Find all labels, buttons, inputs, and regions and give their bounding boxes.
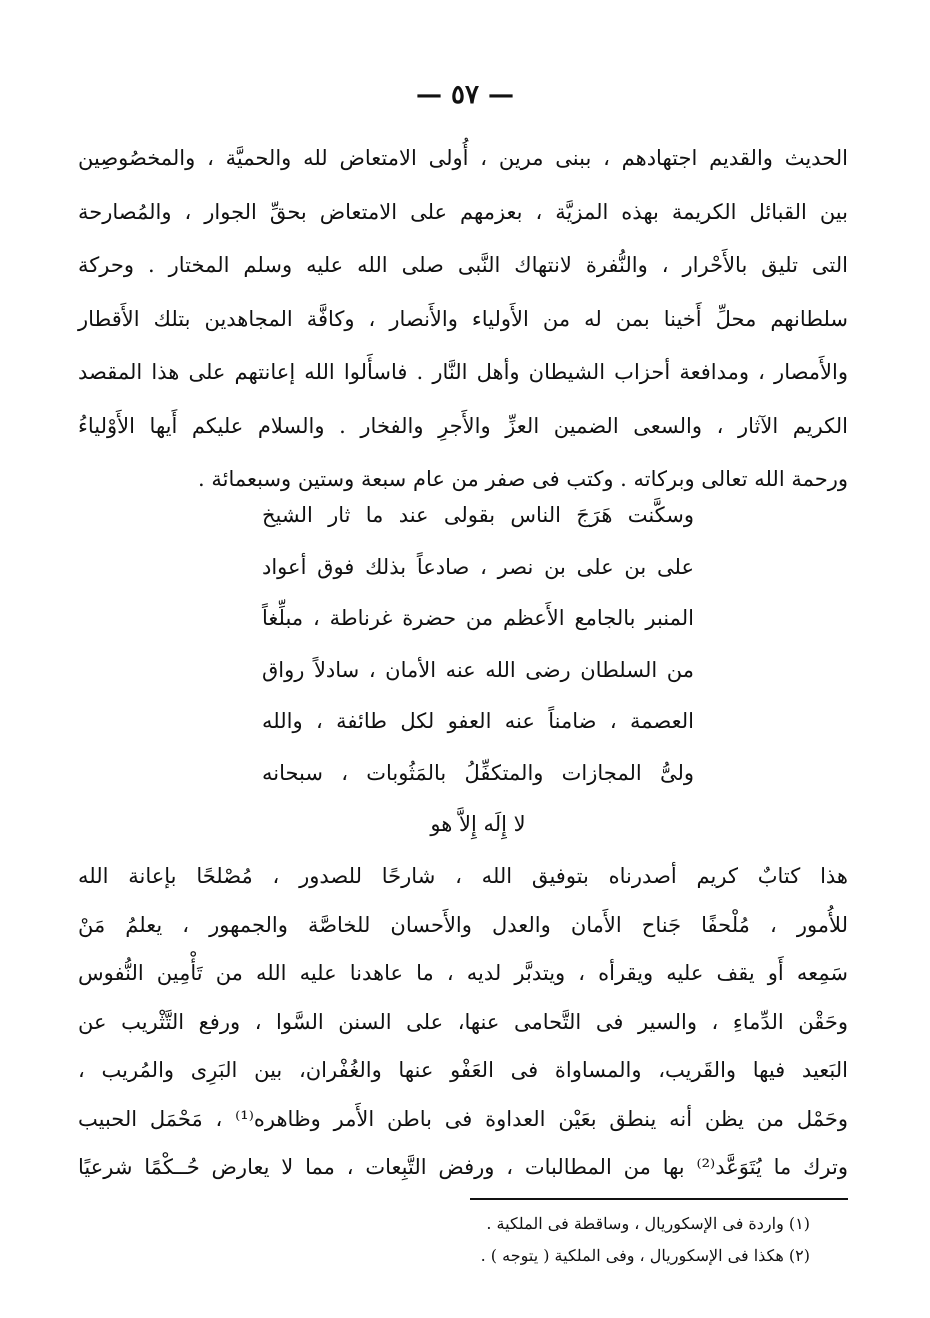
text-line: التى تليق بالأَحْرار ، والنُّفرة لانتهاك النَّبى صلى الله عليه وسلم المختار . وحركة [78,253,848,277]
paragraph-2 [78,852,848,1192]
text-line: البَعيد فيها والقَريب، والمساواة فى العَفْو عنها والغُفْران، بين البَرِى والمُريب ، [78,1058,848,1082]
text-line: وحَمْل من يظن أنه ينطق بعَيْن العداوة فى باطن الأَمر وظاهره⁽¹⁾ ، مَحْمَل الحبيب [78,1106,848,1131]
text-line: للأُمور ، مُلْحفًا جَناح الأَمان والعدل والأَحسان للخاصَّة والجمهور ، يعلمُ مَنْ [78,912,848,937]
passage-line: على بن على بن نصر ، صادعاً بذلك فوق أعواد [262,554,694,579]
text-line: هذا كتابٌ كريم أصدرناه بتوفيق الله ، شارحًا للصدور ، مُصْلحًا بإعانة الله [78,864,848,888]
text-line: سلطانهم محلِّ أَخينا بمن له من الأَولياء والأَنصار ، وكافَّة المجاهدين بتلك الأَقطار [78,306,848,331]
page-number: — ٥٧ — [415,80,515,110]
passage-line: المنبر بالجامع الأَعظم من حضرة غرناطة ، مبلِّغاً [262,606,694,630]
footnote-divider [470,1198,848,1200]
text-line: ورحمة الله تعالى وبركاته . وكتب فى صفر من عام سبعة وستين وسبعمائة . [198,467,848,491]
text-line: الكريم الآثار ، والسعى الضمين العزِّ والأَجرِ والفخار . والسلام عليكم أَيها الأَوْلياءُ [78,413,848,438]
text-line: والأَمصار ، ومدافعة أحزاب الشيطان وأهل النَّار . فاسأَلوا الله إعانتهم على هذا المقصد [78,360,848,384]
text-line: سَمِعه أَو يقف عليه ويقرأه ، ويتدبَّر لديه ، ما عاهدنا عليه الله من تَأْمِين النُّفوس [78,961,848,985]
passage-line: ولىُّ المجازات والمتكفِّلُ بالمَثُوبات ، سبحانه [262,760,694,785]
passage-line: لا إِلَه إِلاَّ هو [430,812,526,836]
footnote-2: (٢) هكذا فى الإسكوريال ، وفى الملكية ( يتوجه ) . [480,1246,810,1265]
text-line: بين القبائل الكريمة بهذه المزيَّة ، بعزمهم على الامتعاض بحقِّ الجوار ، والمُصارحة [78,199,848,224]
passage-line: من السلطان رضى الله عنه الأمان ، سادلاً رواق [262,657,694,682]
paragraph-1 [78,132,848,507]
footnote-1: (١) واردة فى الإسكوريال ، وساقطة فى الملكية . [486,1214,810,1233]
text-line: وترك ما يُتَوَعَّد⁽²⁾ بها من المطالبات ، ورفض التَّبِعات ، مما لا يعارض حُــكْمًا شرعيًا [78,1155,848,1179]
passage-line: وسكَّنت هَرَجَ الناس بقولى عند ما ثار الشيخ [262,503,694,527]
footnotes [300,1208,810,1272]
text-line: الحديث والقديم اجتهادهم ، ببنى مرين ، أُولى الامتعاض لله والحميَّة ، والمخصُوصِين [78,146,848,170]
indented-passage [262,490,694,851]
passage-line: العصمة ، ضامناً عنه العفو لكل طائفة ، والله [262,709,694,733]
text-line: وحَقْن الدِّماءِ ، والسير فى التَّحامى عنها، على السنن السَّوا ، ورفع التَّثْريب عن [78,1009,848,1034]
